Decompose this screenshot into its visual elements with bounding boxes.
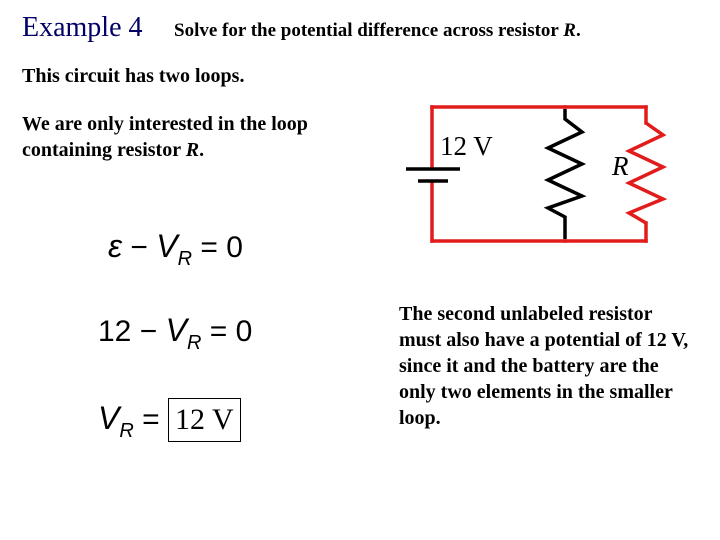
emf-symbol: ε: [108, 228, 123, 264]
voltage-variable: V: [156, 228, 178, 264]
voltage-subscript: R: [177, 248, 193, 270]
subtitle-period: .: [575, 20, 581, 41]
voltage-subscript: R: [119, 420, 134, 442]
subtitle-text: Solve for the potential difference across resistor: [174, 20, 564, 41]
loops-statement: This circuit has two loops.: [22, 65, 245, 87]
equals-sign: =: [142, 403, 160, 436]
voltage-variable: V: [165, 312, 187, 348]
subtitle-variable: R: [563, 20, 576, 41]
middle-resistor: [548, 109, 582, 239]
equals-zero: = 0: [209, 315, 253, 348]
voltage-subscript: R: [186, 332, 202, 354]
boxed-answer: 12 V: [168, 398, 241, 442]
equation-result: [98, 398, 241, 443]
equation-numeric-loop: [98, 312, 252, 355]
interest-period: .: [199, 139, 205, 161]
slide-subtitle: [174, 20, 581, 42]
explanation-note: The second unlabeled resistor must also have a potential of 12 V, since it and the battery are the only two elements in the smaller loop.: [399, 303, 689, 429]
equation-emf-loop: [108, 228, 243, 271]
battery-value: 12: [98, 315, 132, 348]
voltage-variable: V: [98, 400, 120, 436]
battery-label: 12 V: [440, 131, 493, 161]
equals-zero: = 0: [200, 231, 243, 264]
minus-sign: −: [139, 315, 158, 348]
interest-statement: [22, 111, 362, 163]
minus-sign: −: [130, 231, 148, 264]
circuit-diagram: [400, 95, 690, 250]
resistor-r: [629, 123, 663, 223]
interest-variable: R: [185, 139, 200, 161]
slide-title: Example 4: [22, 12, 143, 43]
resistor-label: R: [612, 151, 629, 181]
interest-text: We are only interested in the loop containing resistor: [22, 113, 308, 161]
